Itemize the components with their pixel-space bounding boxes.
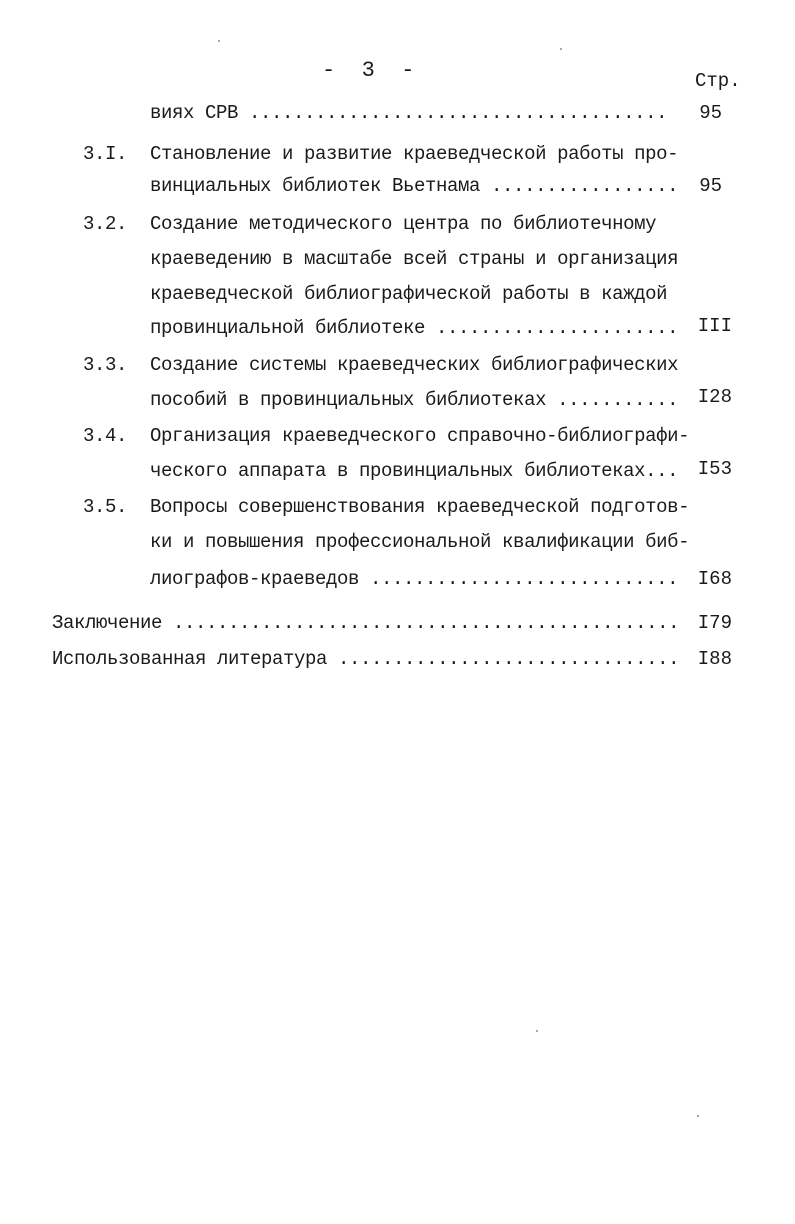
scan-speck bbox=[560, 48, 562, 50]
toc-entry-number: 3.5. bbox=[83, 496, 128, 518]
toc-entry-line: ки и повышения профессиональной квалификации биб- bbox=[150, 531, 690, 553]
toc-entry-line: пособий в провинциальных библиотеках ........... bbox=[150, 389, 679, 411]
toc-entry-line: Вопросы совершенствования краеведческой подготов- bbox=[150, 496, 690, 518]
toc-entry-line: краеведению в масштабе всей страны и организация bbox=[150, 248, 679, 270]
toc-entry-line: лиографов-краеведов ............................ bbox=[150, 568, 679, 590]
toc-entry-line: винциальных библиотек Вьетнама ................. bbox=[150, 175, 679, 197]
toc-entry-page: 95 bbox=[699, 175, 722, 197]
toc-entry-page: I28 bbox=[697, 386, 732, 408]
scan-speck bbox=[536, 1030, 538, 1032]
toc-entry-line: провинциальной библиотеке ...................... bbox=[150, 317, 679, 339]
toc-entry-line: Становление и развитие краеведческой работы про- bbox=[150, 143, 679, 165]
toc-entry-page: III bbox=[697, 315, 732, 337]
scan-speck bbox=[218, 40, 220, 42]
toc-entry-number: 3.4. bbox=[83, 425, 128, 447]
toc-entry-line: Заключение .............................................. bbox=[52, 612, 680, 634]
page-number: - 3 - bbox=[322, 58, 415, 83]
toc-entry-line: Создание методического центра по библиотечному bbox=[150, 213, 657, 235]
toc-entry-page: I79 bbox=[697, 612, 732, 634]
page-column-heading: Стр. bbox=[695, 70, 741, 92]
toc-entry-line: Использованная литература ............................... bbox=[52, 648, 680, 670]
toc-entry-line: вияx СРВ ...................................... bbox=[150, 102, 668, 124]
toc-entry-line: краеведческой библиографической работы в каждой bbox=[150, 283, 668, 305]
toc-entry-page: I88 bbox=[697, 648, 732, 670]
toc-entry-line: Создание системы краеведческих библиографических bbox=[150, 354, 679, 376]
toc-entry-number: 3.I. bbox=[83, 143, 128, 165]
toc-entry-page: I53 bbox=[697, 458, 732, 480]
scan-speck bbox=[697, 1115, 699, 1117]
toc-entry-page: I68 bbox=[697, 568, 732, 590]
toc-entry-line: Организация краеведческого справочно-библиографи- bbox=[150, 425, 690, 447]
toc-entry-number: 3.2. bbox=[83, 213, 128, 235]
toc-entry-line: ческого аппарата в провинциальных библиотеках... bbox=[150, 460, 679, 482]
toc-entry-page: 95 bbox=[699, 102, 722, 124]
toc-entry-number: 3.3. bbox=[83, 354, 128, 376]
